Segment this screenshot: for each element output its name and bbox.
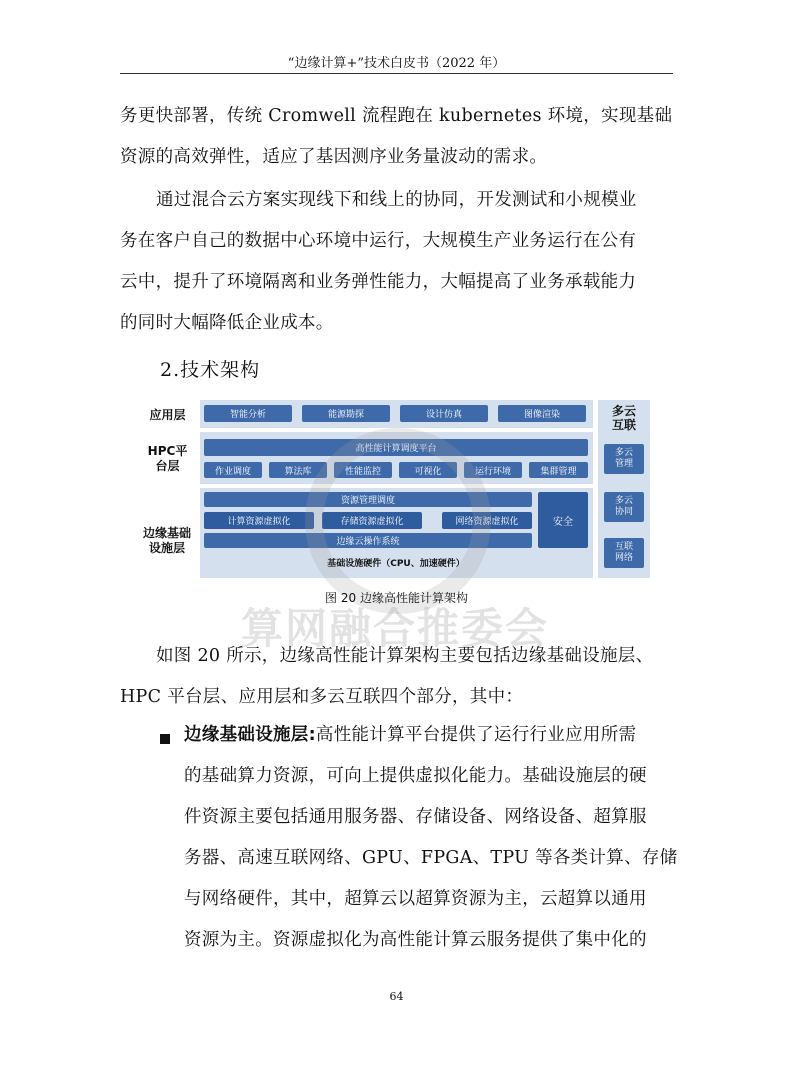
resource-mgmt-box: 资源管理调度 xyxy=(204,492,532,507)
bullet-paragraph xyxy=(184,715,678,961)
hpc-item: 作业调度 xyxy=(204,462,262,478)
multicloud-item-line: 多云 xyxy=(614,448,633,458)
paragraph-line: 云中，提升了环境隔离和业务弹性能力，大幅提高了业务承载能力 xyxy=(120,272,637,292)
hpc-item: 性能监控 xyxy=(334,462,392,478)
paragraph-1 xyxy=(120,96,673,178)
layer-label-line: 边缘基础 xyxy=(142,526,191,540)
paragraph-line: 如图 20 所示，边缘高性能计算架构主要包括边缘基础设施层、 xyxy=(156,646,654,666)
multicloud-title xyxy=(598,404,650,432)
virt-item: 计算资源虚拟化 xyxy=(204,512,314,529)
bullet-square-icon xyxy=(160,734,170,744)
hpc-item: 可视化 xyxy=(399,462,457,478)
hardware-label: 基础设施硬件（CPU、加速硬件） xyxy=(327,559,465,569)
layer-label-line: 设施层 xyxy=(148,541,185,555)
hpc-item: 运行环境 xyxy=(464,462,522,478)
app-item: 设计仿真 xyxy=(400,405,488,422)
paragraph-line: 务更快部署，传统 Cromwell 流程跑在 kubernetes 环境，实现基础 xyxy=(120,106,673,126)
paragraph-line: 的基础算力资源，可向上提供虚拟化能力。基础设施层的硬 xyxy=(184,766,647,786)
figure-caption: 图 20 边缘高性能计算架构 xyxy=(325,591,468,605)
paragraph-line: 资源的高效弹性，适应了基因测序业务量波动的需求。 xyxy=(120,147,548,167)
multicloud-item xyxy=(604,444,644,474)
edge-os-box: 边缘云操作系统 xyxy=(204,533,532,548)
layer-label-line: HPC平 xyxy=(147,444,188,458)
multicloud-title-line: 互联 xyxy=(611,418,636,432)
paragraph-2 xyxy=(120,180,673,344)
page-number: 64 xyxy=(389,990,404,1003)
watermark-text: 算网融合推委会 xyxy=(240,604,549,653)
paragraph-3 xyxy=(120,636,673,718)
multicloud-item-line: 管理 xyxy=(614,459,633,469)
paragraph-line: 通过混合云方案实现线下和线上的协同，开发测试和小规模业 xyxy=(156,190,637,210)
page-header: “边缘计算+”技术白皮书（2022 年） xyxy=(287,56,506,71)
virt-item: 网络资源虚拟化 xyxy=(442,512,532,529)
paragraph-line: 的同时大幅降低企业成本。 xyxy=(120,313,334,333)
hpc-platform-box: 高性能计算调度平台 xyxy=(204,439,588,456)
app-item: 能源勘探 xyxy=(302,405,390,422)
layer-label-hpc xyxy=(140,444,195,474)
layer-label-app: 应用层 xyxy=(149,408,186,422)
multicloud-item-line: 多云 xyxy=(614,496,633,506)
multicloud-item xyxy=(604,538,644,568)
app-item: 智能分析 xyxy=(204,405,292,422)
multicloud-item-line: 互联 xyxy=(614,542,633,552)
multicloud-item xyxy=(604,492,644,522)
hpc-item: 算法库 xyxy=(269,462,327,478)
layer-label-edge xyxy=(132,526,202,556)
paragraph-line: 高性能计算平台提供了运行行业应用所需 xyxy=(315,725,637,745)
security-box: 安全 xyxy=(538,492,588,548)
paragraph-line: 件资源主要包括通用服务器、存储设备、网络设备、超算服 xyxy=(184,807,647,827)
multicloud-item-line: 协同 xyxy=(614,507,633,517)
virt-item: 存储资源虚拟化 xyxy=(322,512,422,529)
header-rule xyxy=(120,73,673,74)
paragraph-line: 资源为主。资源虚拟化为高性能计算云服务提供了集中化的 xyxy=(184,930,647,950)
paragraph-line: 务在客户自己的数据中心环境中运行，大规模生产业务运行在公有 xyxy=(120,231,637,251)
multicloud-title-line: 多云 xyxy=(611,404,636,418)
app-item: 图像渲染 xyxy=(498,405,586,422)
watermark-logo xyxy=(305,428,491,614)
layer-label-line: 台层 xyxy=(155,459,180,473)
paragraph-line: 务器、高速互联网络、GPU、FPGA、TPU 等各类计算、存储 xyxy=(184,848,678,868)
hpc-item: 集群管理 xyxy=(529,462,588,478)
paragraph-line: 与网络硬件，其中，超算云以超算资源为主，云超算以通用 xyxy=(184,889,647,909)
bullet-term: 边缘基础设施层: xyxy=(184,725,316,745)
multicloud-item-line: 网络 xyxy=(614,553,633,563)
paragraph-line: HPC 平台层、应用层和多云互联四个部分，其中： xyxy=(120,687,524,707)
section-title: 2.技术架构 xyxy=(160,359,261,381)
